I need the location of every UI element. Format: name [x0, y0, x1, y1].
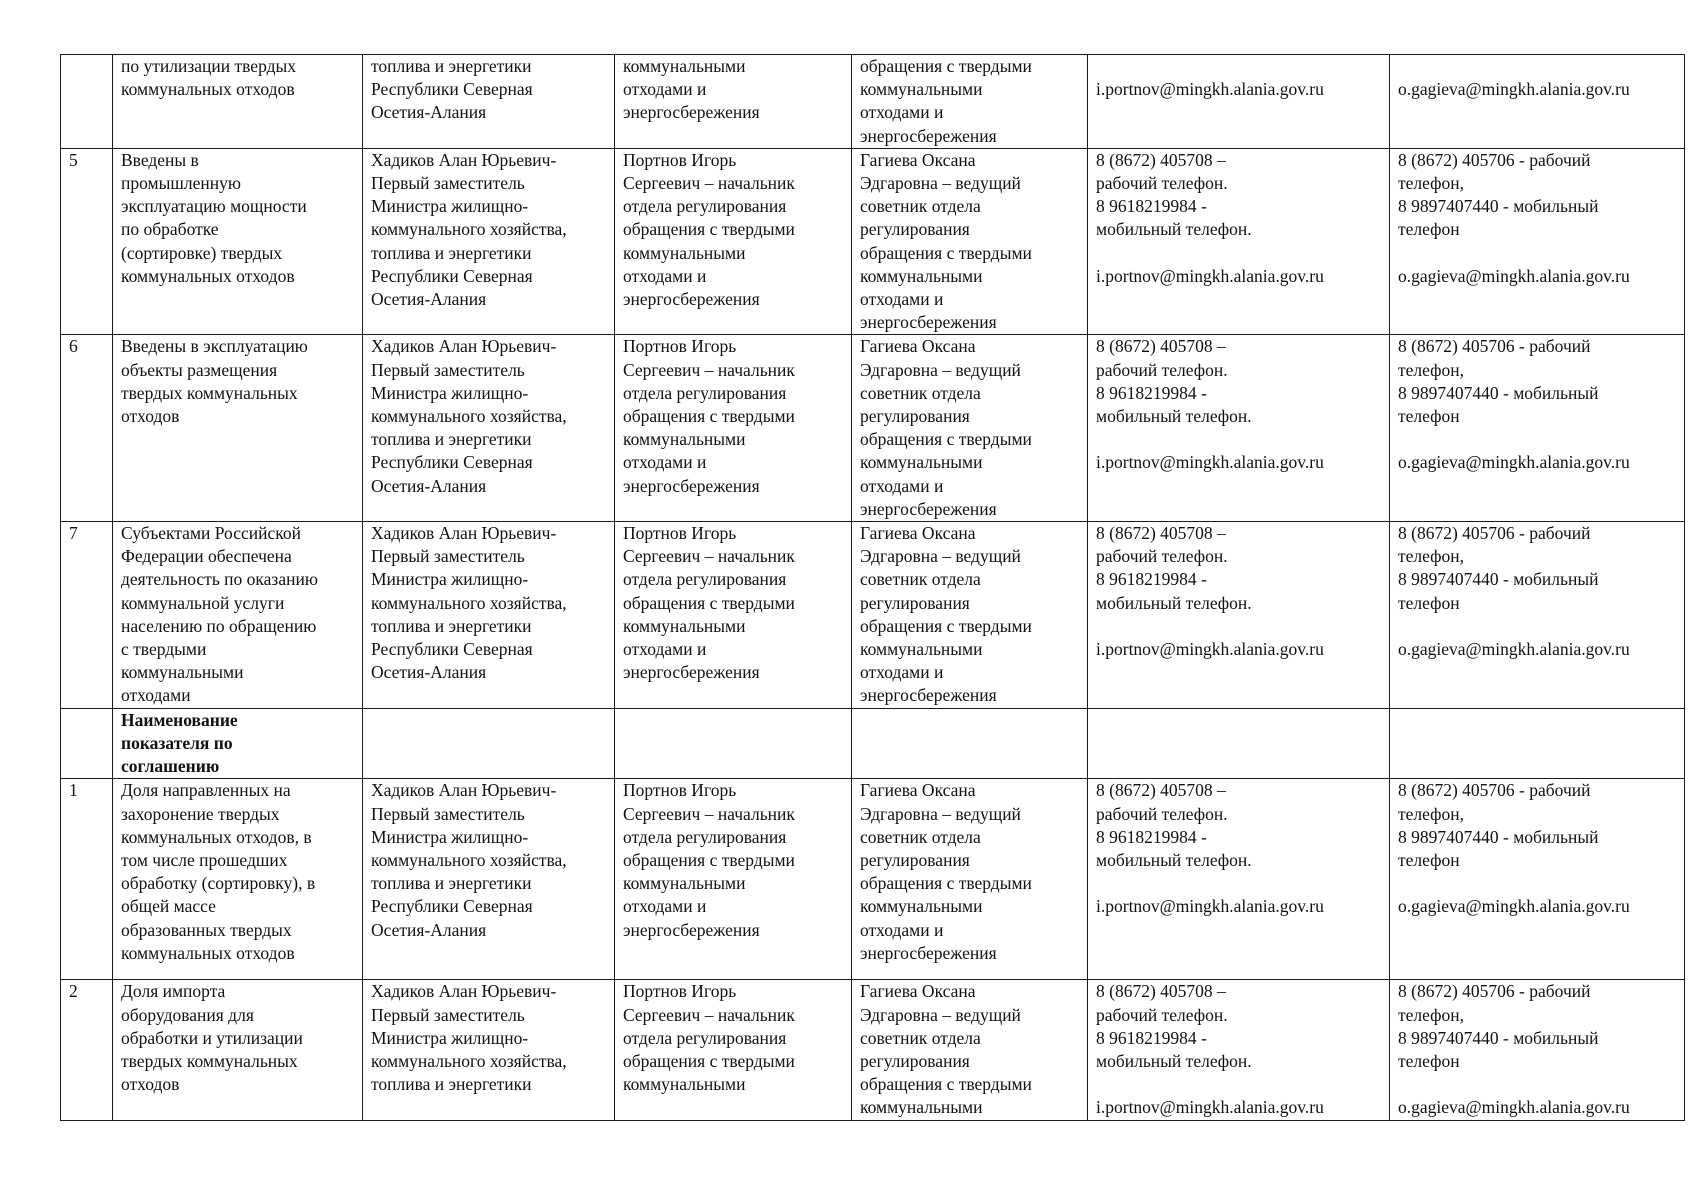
contact-line: отходами и: [860, 662, 944, 683]
phone1-line: 8 (8672) 405708 –: [1096, 780, 1226, 801]
responsible-line: коммунального хозяйства,: [371, 592, 567, 613]
contact-line: обращения с твердыми: [860, 242, 1032, 263]
phone1-line: мобильный телефон.: [1096, 849, 1252, 870]
phone2-line: 8 (8672) 405706 - рабочий: [1398, 149, 1591, 170]
contact-line: советник отдела: [860, 569, 981, 590]
executor-cell: [615, 522, 852, 709]
spacer: [1398, 55, 1678, 78]
executor-line: обращения с твердыми: [623, 592, 795, 613]
phone1-line: 8 9618219984 -: [1096, 826, 1207, 847]
responsible-line: топлива и энергетики: [371, 873, 532, 894]
responsible-line: Хадиков Алан Юрьевич-: [371, 780, 557, 801]
contact-line: отходами и: [860, 475, 944, 496]
executor-line: обращения с твердыми: [623, 406, 795, 427]
contact-cell: [852, 55, 1088, 149]
phone1-cell: [1088, 335, 1390, 522]
contact-cell: [852, 980, 1088, 1120]
phone1-line: 8 (8672) 405708 –: [1096, 523, 1226, 544]
spacer: [1398, 1073, 1678, 1096]
phone2-line: 8 9897407440 - мобильный: [1398, 196, 1599, 217]
indicator-line: коммунальных отходов: [121, 942, 295, 963]
empty-cell: [1088, 708, 1390, 779]
responsible-line: коммунального хозяйства,: [371, 1050, 567, 1071]
responsible-line: топлива и энергетики: [371, 56, 532, 76]
phone1-cell: [1088, 980, 1390, 1120]
spacer: [1398, 242, 1678, 265]
executor-line: Портнов Игорь: [623, 523, 737, 544]
row-number: 6: [69, 336, 78, 357]
responsible-line: Министра жилищно-: [371, 196, 529, 217]
responsible-line: топлива и энергетики: [371, 242, 532, 263]
spacer: [1096, 428, 1383, 451]
indicator-line: по утилизации твердых: [121, 56, 297, 76]
phone1-line: мобильный телефон.: [1096, 406, 1252, 427]
executor-line: Сергеевич – начальник: [623, 359, 795, 380]
executor-line: энергосбережения: [623, 289, 760, 310]
executor-line: отдела регулирования: [623, 569, 787, 590]
responsible-line: Осетия-Алания: [371, 919, 487, 940]
contact-line: энергосбережения: [860, 312, 997, 333]
phone1-cell: [1088, 779, 1390, 980]
indicator-line: коммунальных отходов: [121, 79, 295, 100]
responsible-line: топлива и энергетики: [371, 615, 532, 636]
responsible-line: Осетия-Алания: [371, 662, 487, 683]
responsible-line: Первый заместитель: [371, 546, 525, 567]
contact-cell: [852, 335, 1088, 522]
email-portnov: i.portnov@mingkh.alania.gov.ru: [1096, 638, 1324, 659]
phone1-line: рабочий телефон.: [1096, 803, 1228, 824]
executor-cell: [615, 148, 852, 335]
responsibility-table: [60, 54, 1685, 1121]
phone1-line: мобильный телефон.: [1096, 219, 1252, 240]
phone2-cell: [1390, 980, 1685, 1120]
indicator-line: отходами: [121, 685, 191, 706]
row-number-cell: [61, 779, 113, 980]
row-number-cell: [61, 148, 113, 335]
indicator-line: захоронение твердых: [121, 803, 280, 824]
responsible-line: Хадиков Алан Юрьевич-: [371, 981, 557, 1002]
contact-line: коммунальными: [860, 639, 983, 660]
responsible-cell: [363, 980, 615, 1120]
responsible-line: топлива и энергетики: [371, 1074, 532, 1095]
executor-line: коммунальными: [623, 1074, 746, 1095]
executor-line: отдела регулирования: [623, 1027, 787, 1048]
phone2-line: 8 9897407440 - мобильный: [1398, 382, 1599, 403]
executor-line: Сергеевич – начальник: [623, 546, 795, 567]
responsible-line: коммунального хозяйства,: [371, 406, 567, 427]
email-gagieva: o.gagieva@mingkh.alania.gov.ru: [1398, 265, 1630, 286]
email-gagieva: o.gagieva@mingkh.alania.gov.ru: [1398, 1097, 1630, 1118]
spacer: [1096, 1073, 1383, 1096]
contact-line: советник отдела: [860, 826, 981, 847]
executor-line: отходами и: [623, 452, 707, 473]
executor-line: энергосбережения: [623, 102, 760, 123]
contact-line: отходами и: [860, 919, 944, 940]
contact-line: Гагиева Оксана: [860, 149, 976, 170]
section-header-line: соглашению: [121, 756, 220, 777]
responsible-line: Первый заместитель: [371, 1004, 525, 1025]
empty-cell: [615, 708, 852, 779]
phone2-line: 8 (8672) 405706 - рабочий: [1398, 981, 1591, 1002]
responsible-line: Республики Северная: [371, 896, 533, 917]
phone2-line: телефон: [1398, 592, 1460, 613]
indicator-line: Доля импорта: [121, 981, 226, 1002]
contact-cell: [852, 779, 1088, 980]
indicator-line: Введены в эксплуатацию: [121, 336, 308, 357]
phone1-line: рабочий телефон.: [1096, 173, 1228, 194]
executor-line: отходами и: [623, 79, 707, 100]
executor-line: Портнов Игорь: [623, 780, 737, 801]
executor-line: отдела регулирования: [623, 826, 787, 847]
executor-line: Сергеевич – начальник: [623, 803, 795, 824]
phone1-line: рабочий телефон.: [1096, 546, 1228, 567]
responsible-line: Министра жилищно-: [371, 382, 529, 403]
responsible-line: Осетия-Алания: [371, 102, 487, 123]
responsible-line: Осетия-Алания: [371, 289, 487, 310]
phone2-cell: [1390, 148, 1685, 335]
indicator-line: коммунальных отходов, в: [121, 826, 312, 847]
responsible-line: коммунального хозяйства,: [371, 219, 567, 240]
phone1-line: 8 9618219984 -: [1096, 569, 1207, 590]
indicator-line: Доля направленных на: [121, 780, 291, 801]
section-header-line: Наименование: [121, 709, 238, 730]
table-row: [61, 779, 1685, 980]
table-body: [61, 55, 1685, 1121]
executor-line: отдела регулирования: [623, 382, 787, 403]
executor-line: обращения с твердыми: [623, 849, 795, 870]
executor-line: энергосбережения: [623, 475, 760, 496]
responsible-line: Министра жилищно-: [371, 569, 529, 590]
responsible-line: Хадиков Алан Юрьевич-: [371, 523, 557, 544]
executor-cell: [615, 980, 852, 1120]
contact-line: Гагиева Оксана: [860, 523, 976, 544]
phone2-line: 8 (8672) 405706 - рабочий: [1398, 523, 1591, 544]
email-portnov: i.portnov@mingkh.alania.gov.ru: [1096, 79, 1324, 99]
responsible-line: Республики Северная: [371, 265, 533, 286]
phone2-line: 8 9897407440 - мобильный: [1398, 826, 1599, 847]
indicator-line: том числе прошедших: [121, 849, 288, 870]
email-gagieva: o.gagieva@mingkh.alania.gov.ru: [1398, 638, 1630, 659]
contact-line: советник отдела: [860, 1027, 981, 1048]
spacer: [1096, 55, 1383, 78]
contact-line: регулирования: [860, 1050, 970, 1071]
phone1-line: 8 9618219984 -: [1096, 196, 1207, 217]
contact-line: энергосбережения: [860, 498, 997, 519]
contact-line: регулирования: [860, 592, 970, 613]
email-portnov: i.portnov@mingkh.alania.gov.ru: [1096, 452, 1324, 473]
contact-cell: [852, 522, 1088, 709]
executor-line: Портнов Игорь: [623, 336, 737, 357]
phone2-line: телефон: [1398, 1050, 1460, 1071]
table-row: [61, 335, 1685, 522]
indicator-line: населению по обращению: [121, 615, 317, 636]
contact-line: Эдгаровна – ведущий: [860, 1004, 1021, 1025]
email-portnov: i.portnov@mingkh.alania.gov.ru: [1096, 265, 1324, 286]
spacer: [1096, 872, 1383, 895]
responsible-cell: [363, 522, 615, 709]
indicator-line: эксплуатацию мощности: [121, 196, 307, 217]
table-row: [61, 148, 1685, 335]
section-header-cell: [113, 708, 363, 779]
indicator-line: объекты размещения: [121, 359, 278, 380]
executor-line: Сергеевич – начальник: [623, 173, 795, 194]
indicator-line: обработки и утилизации: [121, 1027, 303, 1048]
executor-cell: [615, 335, 852, 522]
indicator-line: коммунальными: [121, 662, 244, 683]
phone1-cell: [1088, 148, 1390, 335]
phone2-cell: [1390, 335, 1685, 522]
contact-line: регулирования: [860, 219, 970, 240]
contact-line: обращения с твердыми: [860, 56, 1032, 76]
phone1-cell: [1088, 522, 1390, 709]
executor-line: отходами и: [623, 896, 707, 917]
empty-cell: [852, 708, 1088, 779]
contact-line: регулирования: [860, 406, 970, 427]
responsible-line: Хадиков Алан Юрьевич-: [371, 149, 557, 170]
phone2-line: телефон,: [1398, 173, 1464, 194]
executor-line: коммунальными: [623, 56, 746, 76]
contact-line: коммунальными: [860, 1097, 983, 1118]
phone2-line: телефон,: [1398, 1004, 1464, 1025]
contact-line: коммунальными: [860, 79, 983, 100]
responsible-line: Министра жилищно-: [371, 826, 529, 847]
empty-cell: [1390, 708, 1685, 779]
section-header-line: показателя по: [121, 732, 233, 753]
indicator-cell: [113, 522, 363, 709]
indicator-line: промышленную: [121, 173, 241, 194]
row-number: 5: [69, 149, 78, 170]
email-gagieva: o.gagieva@mingkh.alania.gov.ru: [1398, 79, 1630, 99]
phone1-line: 8 9618219984 -: [1096, 382, 1207, 403]
indicator-line: твердых коммунальных: [121, 382, 298, 403]
executor-cell: [615, 55, 852, 149]
indicator-line: образованных твердых: [121, 919, 292, 940]
row-number-cell: [61, 522, 113, 709]
responsible-line: Республики Северная: [371, 639, 533, 660]
row-number-cell: [61, 55, 113, 149]
contact-line: обращения с твердыми: [860, 873, 1032, 894]
contact-line: советник отдела: [860, 196, 981, 217]
table-row: [61, 522, 1685, 709]
executor-line: коммунальными: [623, 429, 746, 450]
responsible-line: Республики Северная: [371, 452, 533, 473]
executor-cell: [615, 779, 852, 980]
executor-line: коммунальными: [623, 615, 746, 636]
contact-line: энергосбережения: [860, 125, 997, 146]
contact-line: обращения с твердыми: [860, 429, 1032, 450]
contact-line: Эдгаровна – ведущий: [860, 803, 1021, 824]
spacer: [1398, 615, 1678, 638]
spacer: [1398, 428, 1678, 451]
row-number-cell: [61, 335, 113, 522]
phone2-cell: [1390, 779, 1685, 980]
row-number-cell: [61, 708, 113, 779]
contact-line: отходами и: [860, 289, 944, 310]
responsible-cell: [363, 55, 615, 149]
contact-line: регулирования: [860, 849, 970, 870]
empty-cell: [363, 708, 615, 779]
indicator-line: отходов: [121, 1074, 180, 1095]
contact-line: Эдгаровна – ведущий: [860, 173, 1021, 194]
contact-line: коммунальными: [860, 896, 983, 917]
indicator-line: твердых коммунальных: [121, 1050, 298, 1071]
executor-line: отходами и: [623, 265, 707, 286]
executor-line: Портнов Игорь: [623, 981, 737, 1002]
executor-line: Сергеевич – начальник: [623, 1004, 795, 1025]
responsible-cell: [363, 779, 615, 980]
indicator-cell: [113, 779, 363, 980]
spacer: [1398, 872, 1678, 895]
executor-line: энергосбережения: [623, 662, 760, 683]
contact-cell: [852, 148, 1088, 335]
contact-line: энергосбережения: [860, 685, 997, 706]
spacer: [1096, 615, 1383, 638]
phone1-line: 8 (8672) 405708 –: [1096, 149, 1226, 170]
table-row: [61, 55, 1685, 149]
email-gagieva: o.gagieva@mingkh.alania.gov.ru: [1398, 452, 1630, 473]
contact-line: Эдгаровна – ведущий: [860, 359, 1021, 380]
row-number-cell: [61, 980, 113, 1120]
contact-line: обращения с твердыми: [860, 1074, 1032, 1095]
contact-line: советник отдела: [860, 382, 981, 403]
phone1-line: 8 (8672) 405708 –: [1096, 981, 1226, 1002]
responsible-line: Первый заместитель: [371, 359, 525, 380]
indicator-line: (сортировке) твердых: [121, 242, 283, 263]
indicator-cell: [113, 335, 363, 522]
contact-line: Гагиева Оксана: [860, 780, 976, 801]
indicator-line: отходов: [121, 406, 180, 427]
indicator-line: оборудования для: [121, 1004, 254, 1025]
email-gagieva: o.gagieva@mingkh.alania.gov.ru: [1398, 896, 1630, 917]
responsible-line: Министра жилищно-: [371, 1027, 529, 1048]
spacer: [1096, 242, 1383, 265]
executor-line: обращения с твердыми: [623, 219, 795, 240]
responsible-line: Республики Северная: [371, 79, 533, 100]
indicator-line: деятельность по оказанию: [121, 569, 318, 590]
contact-line: обращения с твердыми: [860, 615, 1032, 636]
indicator-cell: [113, 55, 363, 149]
phone2-cell: [1390, 55, 1685, 149]
phone2-line: телефон,: [1398, 359, 1464, 380]
responsible-cell: [363, 335, 615, 522]
phone1-cell: [1088, 55, 1390, 149]
row-number: 2: [69, 981, 78, 1002]
indicator-line: общей массе: [121, 896, 216, 917]
table-row: [61, 980, 1685, 1120]
contact-line: коммунальными: [860, 452, 983, 473]
email-portnov: i.portnov@mingkh.alania.gov.ru: [1096, 896, 1324, 917]
executor-line: обращения с твердыми: [623, 1050, 795, 1071]
indicator-line: Федерации обеспечена: [121, 546, 292, 567]
phone2-line: 8 (8672) 405706 - рабочий: [1398, 336, 1591, 357]
phone2-line: телефон,: [1398, 803, 1464, 824]
phone2-cell: [1390, 522, 1685, 709]
indicator-line: коммунальных отходов: [121, 265, 295, 286]
phone1-line: рабочий телефон.: [1096, 359, 1228, 380]
phone2-line: телефон,: [1398, 546, 1464, 567]
contact-line: энергосбережения: [860, 942, 997, 963]
phone2-line: 8 9897407440 - мобильный: [1398, 569, 1599, 590]
executor-line: коммунальными: [623, 873, 746, 894]
executor-line: отходами и: [623, 639, 707, 660]
phone1-line: мобильный телефон.: [1096, 592, 1252, 613]
executor-line: энергосбережения: [623, 919, 760, 940]
row-number: 7: [69, 523, 78, 544]
indicator-line: с твердыми: [121, 639, 207, 660]
contact-line: Гагиева Оксана: [860, 981, 976, 1002]
indicator-line: по обработке: [121, 219, 219, 240]
phone2-line: телефон: [1398, 406, 1460, 427]
responsible-cell: [363, 148, 615, 335]
section-header-row: [61, 708, 1685, 779]
indicator-line: Введены в: [121, 149, 199, 170]
phone2-line: 8 (8672) 405706 - рабочий: [1398, 780, 1591, 801]
contact-line: коммунальными: [860, 265, 983, 286]
indicator-cell: [113, 148, 363, 335]
phone2-line: телефон: [1398, 219, 1460, 240]
indicator-line: обработку (сортировку), в: [121, 873, 316, 894]
row-number: 1: [69, 780, 78, 801]
indicator-line: коммунальной услуги: [121, 592, 285, 613]
email-portnov: i.portnov@mingkh.alania.gov.ru: [1096, 1097, 1324, 1118]
contact-line: Гагиева Оксана: [860, 336, 976, 357]
executor-line: отдела регулирования: [623, 196, 787, 217]
responsible-line: Осетия-Алания: [371, 475, 487, 496]
executor-line: коммунальными: [623, 242, 746, 263]
indicator-line: Субъектами Российской: [121, 523, 301, 544]
responsible-line: Первый заместитель: [371, 173, 525, 194]
indicator-cell: [113, 980, 363, 1120]
responsible-line: Первый заместитель: [371, 803, 525, 824]
responsible-line: коммунального хозяйства,: [371, 849, 567, 870]
phone1-line: рабочий телефон.: [1096, 1004, 1228, 1025]
responsible-line: топлива и энергетики: [371, 429, 532, 450]
phone1-line: 8 9618219984 -: [1096, 1027, 1207, 1048]
phone2-line: 8 9897407440 - мобильный: [1398, 1027, 1599, 1048]
contact-line: Эдгаровна – ведущий: [860, 546, 1021, 567]
contact-line: отходами и: [860, 102, 944, 123]
phone2-line: телефон: [1398, 849, 1460, 870]
phone1-line: 8 (8672) 405708 –: [1096, 336, 1226, 357]
phone1-line: мобильный телефон.: [1096, 1050, 1252, 1071]
responsible-line: Хадиков Алан Юрьевич-: [371, 336, 557, 357]
executor-line: Портнов Игорь: [623, 149, 737, 170]
